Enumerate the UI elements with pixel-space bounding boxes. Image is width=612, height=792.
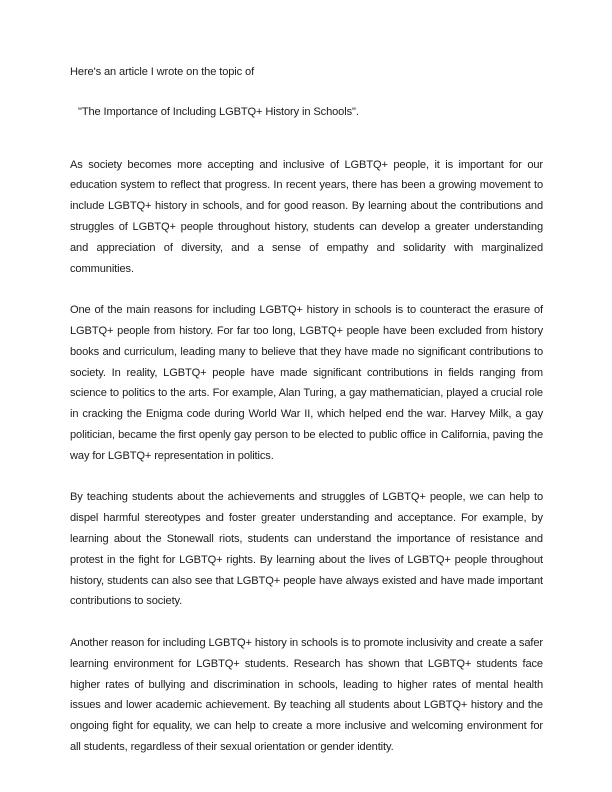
body-paragraph: One of the main reasons for including LGBTQ+ history in schools is to counteract the erasure of LGBTQ+ people from history. For far too long, LGBTQ+ people have been excluded from history books and curriculum, leading many to believe that they have made no significant contributions to society. In reality, LGBTQ+ people have made significant contributions in fields ranging from science to politics to the arts. For example, Alan Turing, a gay mathematician, played a crucial role in cracking the Enigma code during World War II, which helped end the war. Harvey Milk, a gay politician, became the first openly gay person to be elected to public office in California, paving the way for LGBTQ+ representation in politics. — [70, 304, 543, 462]
intro-line: Here's an article I wrote on the topic of — [70, 66, 255, 78]
body-paragraph: Another reason for including LGBTQ+ history in schools is to promote inclusivity and create a safer learning environment for LGBTQ+ students. Research has shown that LGBTQ+ students face higher rates of bullying and discrimination in schools, leading to higher rates of mental health issues and lower academic achievement. By teaching all students about LGBTQ+ history and the ongoing fight for equality, we can help to create a more inclusive and welcoming environment for all students, regardless of their sexual orientation or gender identity. — [70, 636, 543, 753]
article-title-line: "The Importance of Including LGBTQ+ History in Schools". — [78, 105, 359, 118]
document-content — [70, 62, 543, 758]
body-paragraph: As society becomes more accepting and inclusive of LGBTQ+ people, it is important for our education system to reflect that progress. In recent years, there has been a growing movement to include LGBTQ+ history in schools, and for good reason. By learning about the contributions and struggles of LGBTQ+ people throughout history, students can develop a greater understanding and appreciation of diversity, and a sense of empathy and solidarity with marginalized communities. — [70, 158, 543, 275]
article-body — [70, 155, 543, 758]
body-paragraph: By teaching students about the achievements and struggles of LGBTQ+ people, we can help to dispel harmful stereotypes and foster greater understanding and acceptance. For example, by learning about the Stonewall riots, students can understand the importance of resistance and protest in the fight for LGBTQ+ rights. By learning about the lives of LGBTQ+ people throughout history, students can also see that LGBTQ+ people have always existed and have made important contributions to society. — [70, 491, 543, 608]
